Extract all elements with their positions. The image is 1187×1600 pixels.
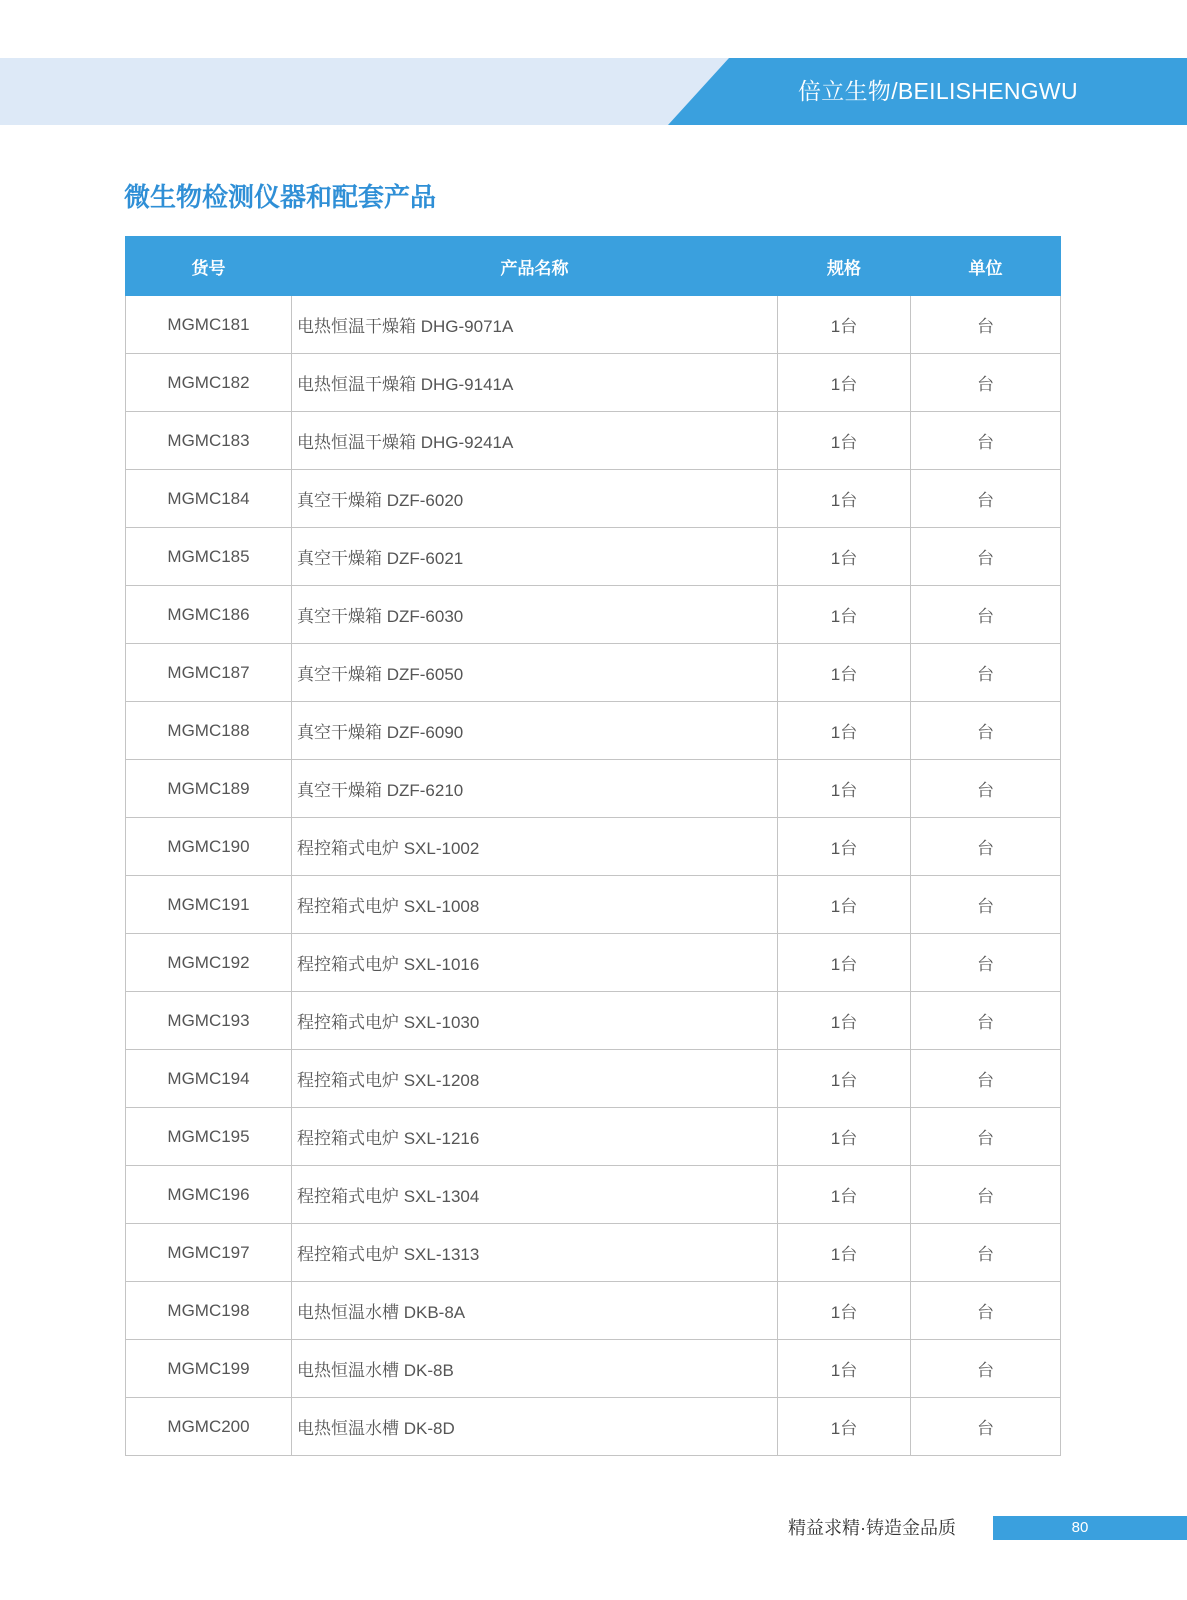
cell-code: MGMC189 [126,760,292,818]
cell-spec: 1台 [778,876,911,934]
cell-spec: 1台 [778,528,911,586]
footer-slogan: 精益求精·铸造金品质 [788,1518,956,1538]
cell-product-name: 程控箱式电炉 SXL-1208 [292,1050,778,1108]
table-row [126,1282,1061,1340]
cell-code: MGMC187 [126,644,292,702]
table-row [126,1108,1061,1166]
cell-product-name: 程控箱式电炉 SXL-1216 [292,1108,778,1166]
cell-unit: 台 [911,1398,1061,1456]
cell-code: MGMC197 [126,1224,292,1282]
brand-name: 倍立生物/BEILISHENGWU [798,78,1078,104]
table-row [126,992,1061,1050]
cell-unit: 台 [911,1224,1061,1282]
cell-unit: 台 [911,1108,1061,1166]
cell-spec: 1台 [778,412,911,470]
cell-product-name: 电热恒温水槽 DK-8D [292,1398,778,1456]
cell-code: MGMC186 [126,586,292,644]
cell-spec: 1台 [778,1224,911,1282]
column-header-unit: 单位 [911,237,1061,296]
cell-code: MGMC200 [126,1398,292,1456]
column-header-name: 产品名称 [292,237,778,296]
cell-code: MGMC188 [126,702,292,760]
cell-unit: 台 [911,586,1061,644]
table-row [126,760,1061,818]
cell-unit: 台 [911,934,1061,992]
cell-unit: 台 [911,1340,1061,1398]
cell-unit: 台 [911,1166,1061,1224]
table-row [126,702,1061,760]
cell-unit: 台 [911,470,1061,528]
cell-code: MGMC181 [126,296,292,354]
cell-unit: 台 [911,876,1061,934]
table-row [126,644,1061,702]
cell-product-name: 程控箱式电炉 SXL-1016 [292,934,778,992]
table-row [126,1166,1061,1224]
cell-product-name: 真空干燥箱 DZF-6030 [292,586,778,644]
cell-unit: 台 [911,296,1061,354]
cell-product-name: 真空干燥箱 DZF-6020 [292,470,778,528]
cell-unit: 台 [911,644,1061,702]
table-row [126,354,1061,412]
table-row [126,876,1061,934]
cell-spec: 1台 [778,1050,911,1108]
cell-code: MGMC199 [126,1340,292,1398]
cell-unit: 台 [911,412,1061,470]
cell-product-name: 真空干燥箱 DZF-6021 [292,528,778,586]
cell-code: MGMC195 [126,1108,292,1166]
cell-spec: 1台 [778,1108,911,1166]
table-row [126,818,1061,876]
table-row [126,586,1061,644]
cell-code: MGMC192 [126,934,292,992]
table-row [126,934,1061,992]
cell-spec: 1台 [778,470,911,528]
cell-spec: 1台 [778,1166,911,1224]
cell-spec: 1台 [778,1282,911,1340]
cell-product-name: 程控箱式电炉 SXL-1313 [292,1224,778,1282]
cell-product-name: 程控箱式电炉 SXL-1304 [292,1166,778,1224]
table-row [126,1050,1061,1108]
cell-unit: 台 [911,702,1061,760]
table-header-row [126,237,1061,296]
cell-product-name: 真空干燥箱 DZF-6090 [292,702,778,760]
section-title: 微生物检测仪器和配套产品 [124,182,437,212]
cell-code: MGMC198 [126,1282,292,1340]
cell-product-name: 程控箱式电炉 SXL-1002 [292,818,778,876]
table-body [126,296,1061,1456]
cell-code: MGMC194 [126,1050,292,1108]
column-header-spec: 规格 [778,237,911,296]
cell-code: MGMC196 [126,1166,292,1224]
cell-unit: 台 [911,1050,1061,1108]
cell-code: MGMC193 [126,992,292,1050]
cell-spec: 1台 [778,1340,911,1398]
cell-product-name: 电热恒温水槽 DK-8B [292,1340,778,1398]
cell-unit: 台 [911,354,1061,412]
cell-product-name: 真空干燥箱 DZF-6210 [292,760,778,818]
cell-product-name: 电热恒温干燥箱 DHG-9141A [292,354,778,412]
cell-product-name: 电热恒温水槽 DKB-8A [292,1282,778,1340]
table-row [126,296,1061,354]
table-row [126,528,1061,586]
cell-spec: 1台 [778,644,911,702]
cell-unit: 台 [911,760,1061,818]
cell-code: MGMC182 [126,354,292,412]
cell-unit: 台 [911,528,1061,586]
cell-product-name: 电热恒温干燥箱 DHG-9241A [292,412,778,470]
table-row [126,1398,1061,1456]
cell-code: MGMC191 [126,876,292,934]
cell-spec: 1台 [778,354,911,412]
column-header-code: 货号 [126,237,292,296]
cell-code: MGMC190 [126,818,292,876]
cell-spec: 1台 [778,296,911,354]
cell-product-name: 电热恒温干燥箱 DHG-9071A [292,296,778,354]
page-number: 80 [1071,1519,1089,1536]
table-row [126,1224,1061,1282]
cell-product-name: 程控箱式电炉 SXL-1030 [292,992,778,1050]
cell-product-name: 程控箱式电炉 SXL-1008 [292,876,778,934]
cell-unit: 台 [911,992,1061,1050]
table-row [126,470,1061,528]
cell-spec: 1台 [778,818,911,876]
product-table [125,236,1061,1456]
cell-spec: 1台 [778,1398,911,1456]
cell-code: MGMC184 [126,470,292,528]
cell-spec: 1台 [778,702,911,760]
table-row [126,1340,1061,1398]
cell-unit: 台 [911,1282,1061,1340]
cell-spec: 1台 [778,934,911,992]
cell-spec: 1台 [778,992,911,1050]
cell-spec: 1台 [778,760,911,818]
cell-code: MGMC183 [126,412,292,470]
table-row [126,412,1061,470]
cell-product-name: 真空干燥箱 DZF-6050 [292,644,778,702]
cell-code: MGMC185 [126,528,292,586]
cell-unit: 台 [911,818,1061,876]
cell-spec: 1台 [778,586,911,644]
